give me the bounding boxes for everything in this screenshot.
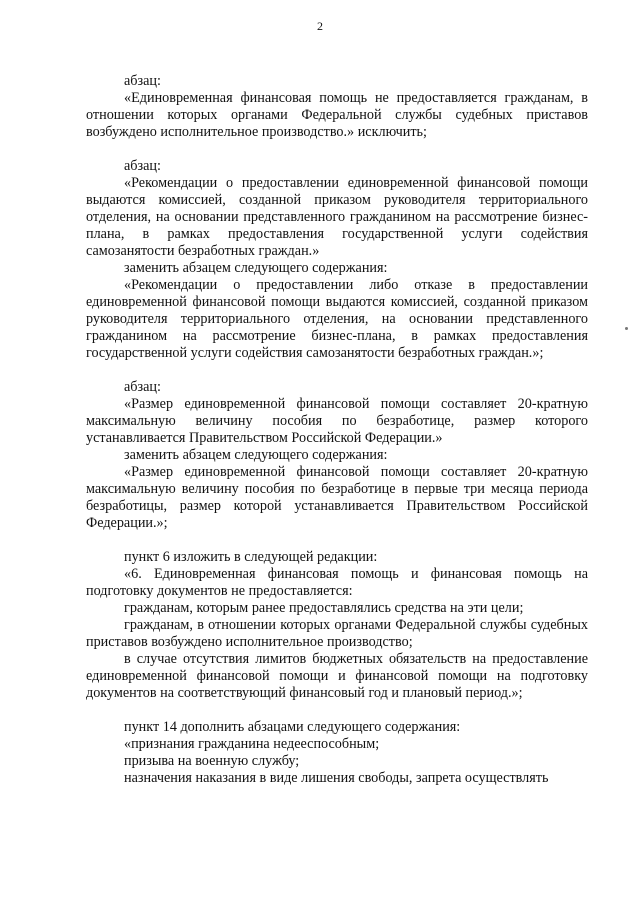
section-3-paragraph-1: «Размер единовременной финансовой помощи составляет 20-кратную максимальную величину пособия по безработице, размер которого устанавливается Правительством Российской Федерации.» <box>86 396 588 446</box>
scan-dot-mark <box>625 327 628 330</box>
section-2-paragraph-3: «Рекомендации о предоставлении либо отказе в предоставлении единовременной финансовой помощи выдаются комиссией, созданной приказом руководителя территориального отделения, на основании представленного гражданином на рассмотрение бизнес-плана, в рамках предоставления государственной услуги содействия самозанятости безработных граждан.»; <box>86 277 588 361</box>
section-3-heading: абзац: <box>124 379 161 395</box>
section-4-paragraph-3: гражданам, в отношении которых органами Федеральной службы судебных приставов возбуждено исполнительное производство; <box>86 617 588 650</box>
section-5-heading: пункт 14 дополнить абзацами следующего содержания: <box>124 719 461 735</box>
section-2-paragraph-2: заменить абзацем следующего содержания: <box>124 260 388 276</box>
section-5-paragraph-2: призыва на военную службу; <box>124 753 300 769</box>
section-2-heading: абзац: <box>124 158 161 174</box>
section-4-paragraph-1: «6. Единовременная финансовая помощь и финансовая помощь на подготовку документов не предоставляется: <box>86 566 588 599</box>
section-4-heading: пункт 6 изложить в следующей редакции: <box>124 549 378 565</box>
section-4-paragraph-4: в случае отсутствия лимитов бюджетных обязательств на предоставление единовременной финансовой помощи и финансовой помощи на подготовку документов на соответствующий финансовый год и плановый период.»; <box>86 651 588 701</box>
section-1-paragraph-1: «Единовременная финансовая помощь не предоставляется гражданам, в отношении которых органами Федеральной службы судебных приставов возбуждено исполнительное производство.» исключить; <box>86 90 588 140</box>
section-3-paragraph-2: заменить абзацем следующего содержания: <box>124 447 388 463</box>
section-3-paragraph-3: «Размер единовременной финансовой помощи составляет 20-кратную максимальную величину пособия по безработице в первые три месяца периода безработицы, размер которой устанавливается Правительством Российской Федерации.»; <box>86 464 588 531</box>
section-5-paragraph-1: «признания гражданина недееспособным; <box>124 736 380 752</box>
page-number: 2 <box>317 19 323 33</box>
section-4-paragraph-2: гражданам, которым ранее предоставлялись средства на эти цели; <box>124 600 524 616</box>
document-body <box>86 73 588 787</box>
section-5-paragraph-3: назначения наказания в виде лишения свободы, запрета осуществлять <box>124 770 549 786</box>
section-1-heading: абзац: <box>124 73 161 89</box>
section-2-paragraph-1: «Рекомендации о предоставлении единовременной финансовой помощи выдаются комиссией, созданной приказом руководителя территориального отделения, на основании представленного гражданином на рассмотрение бизнес-плана, в рамках предоставления государственной услуги содействия самозанятости безработных граждан.» <box>86 175 588 259</box>
